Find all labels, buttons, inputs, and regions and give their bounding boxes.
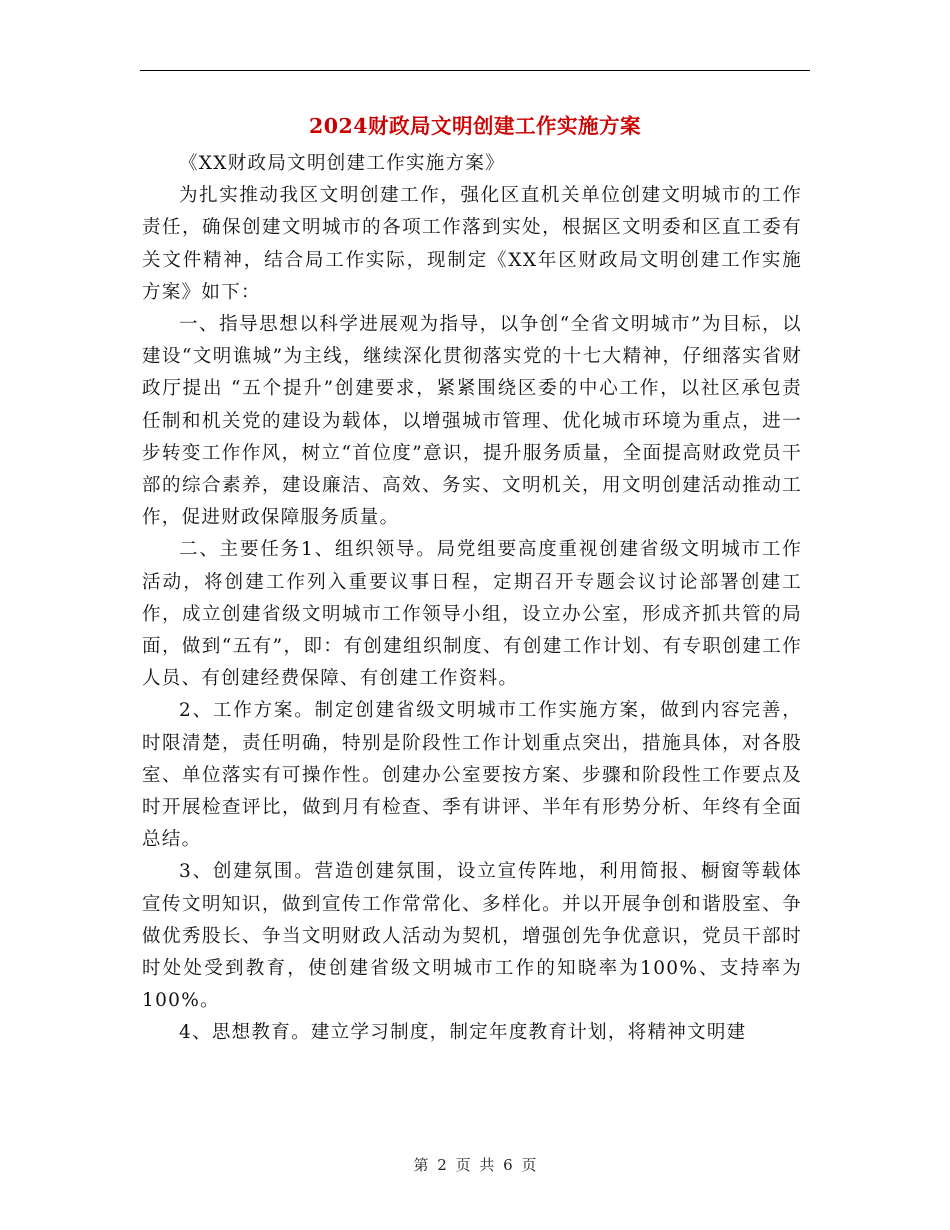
document-body xyxy=(142,148,802,1050)
page-footer: 第 2 页 共 6 页 xyxy=(413,1156,537,1174)
body-paragraph-subtitle: 《XX财政局文明创建工作实施方案》 xyxy=(179,153,505,174)
body-paragraph-guiding-ideology: 一、指导思想以科学进展观为指导，以争创“全省文明城市”为目标，以建设“文明谯城”为主线，继续深化贯彻落实党的十七大精神，仔细落实省财政厅提出 “五个提升”创建要求，紧紧围绕区委的中心工作，以社区承包责任制和机关党的建设为载体，以增强城市管理、优化城市环境为重点，进一步转变工作作风，树立“首位度”意识，提升服务质量，全面提高财政党员干部的综合素养，建设廉洁、高效、务实、文明机关，用文明创建活动推动工作，促进财政保障服务质量。 xyxy=(142,314,802,529)
body-paragraph-organization: 二、主要任务1、组织领导。局党组要高度重视创建省级文明城市工作活动，将创建工作列入重要议事日程，定期召开专题会议讨论部署创建工作，成立创建省级文明城市工作领导小组，设立办公室，形成齐抓共管的局面，做到“五有”，即：有创建组织制度、有创建工作计划、有专职创建工作人员、有创建经费保障、有创建工作资料。 xyxy=(142,539,802,690)
body-paragraph-education: 4、思想教育。建立学习制度，制定年度教育计划，将精神文明建 xyxy=(179,1022,747,1044)
body-paragraph-intro: 为扎实推动我区文明创建工作，强化区直机关单位创建文明城市的工作责任，确保创建文明城市的各项工作落到实处，根据区文明委和区直工委有关文件精神，结合局工作实际，现制定《XX年区财政局文明创建工作实施方案》如下： xyxy=(142,185,802,303)
body-paragraph-atmosphere: 3、创建氛围。营造创建氛围，设立宣传阵地，利用简报、橱窗等载体宣传文明知识，做到宣传工作常常化、多样化。并以开展争创和谐股室、争做优秀股长、争当文明财政人活动为契机，增强创先争优意识，党员干部时时处处受到教育，使创建省级文明城市工作的知晓率为100%、支持率为100%。 xyxy=(142,861,802,1012)
body-paragraph-work-plan: 2、工作方案。制定创建省级文明城市工作实施方案，做到内容完善，时限清楚，责任明确，特别是阶段性工作计划重点突出，措施具体，对各股室、单位落实有可操作性。创建办公室要按方案、步骤和阶段性工作要点及时开展检查评比，做到月有检查、季有讲评、半年有形势分析、年终有全面总结。 xyxy=(142,700,802,851)
document-title: 2024财政局文明创建工作实施方案 xyxy=(308,114,642,138)
header-rule xyxy=(140,70,810,71)
